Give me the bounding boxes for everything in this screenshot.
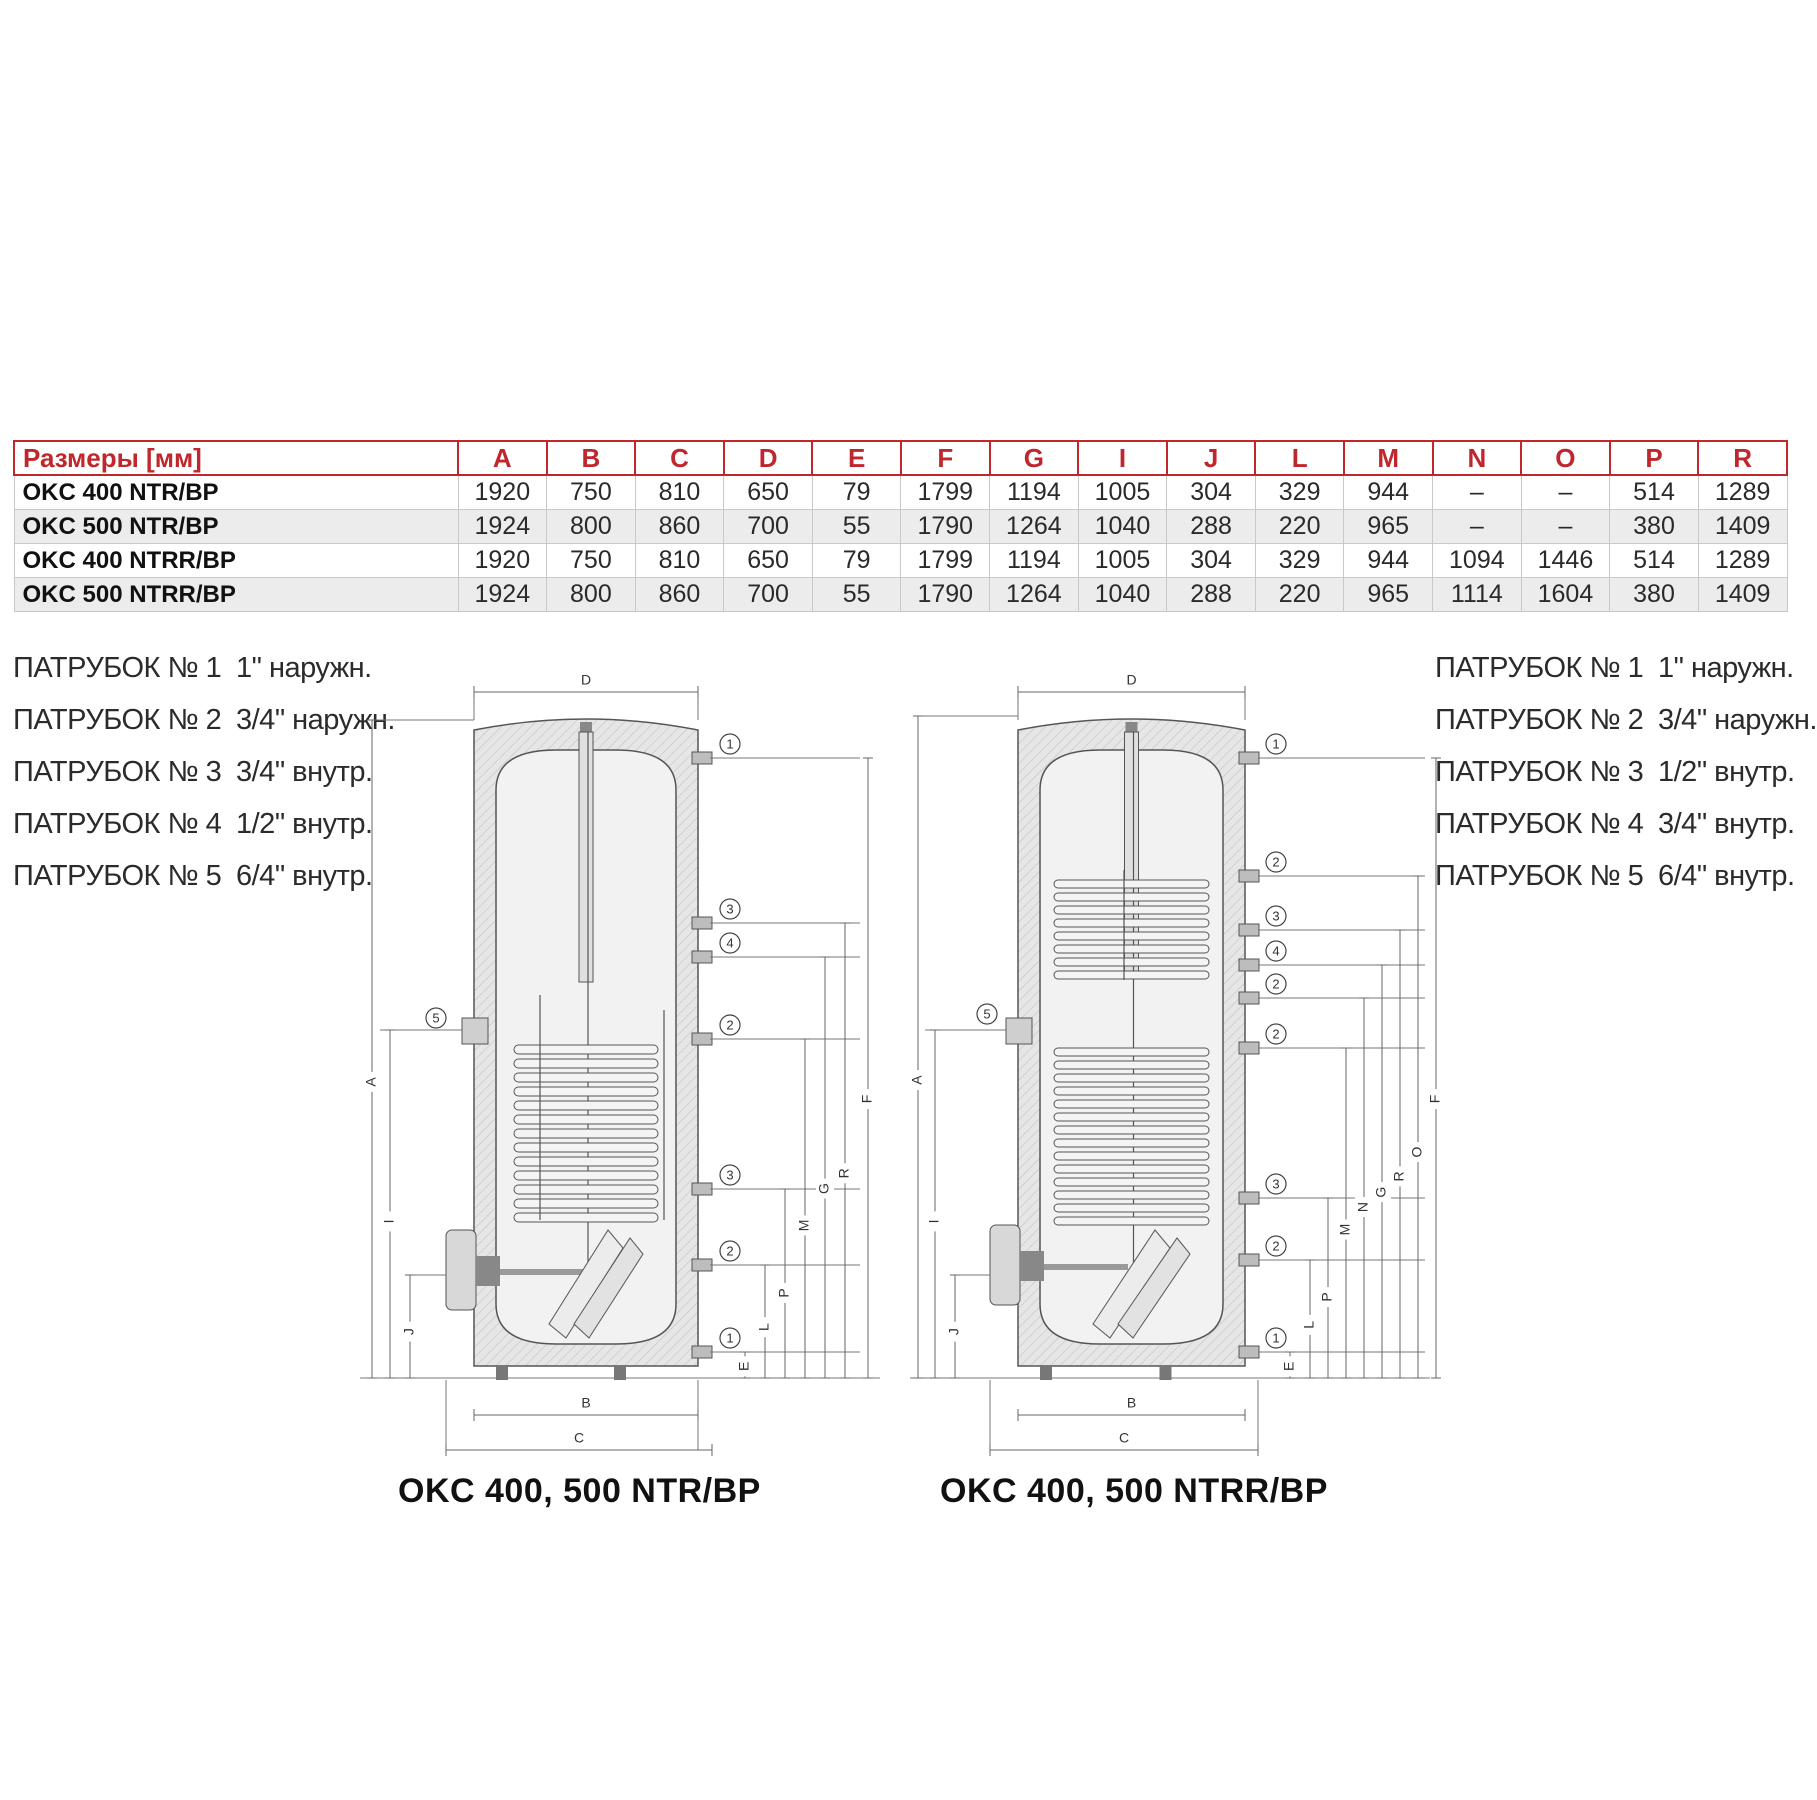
legend-size: 6/4" внутр. [1658,860,1795,892]
dimension-value-cell: 1040 [1078,510,1167,544]
heat-exchanger-coil-turn [514,1045,658,1054]
heat-exchanger-coil-turn [1054,971,1209,979]
heater-boss [476,1256,500,1286]
dim-label-m: M [1336,1223,1353,1236]
dimension-value-cell: – [1433,475,1522,510]
nozzle-stub [1239,1346,1259,1358]
heat-exchanger-coil-turn [1054,1087,1209,1095]
anode-cap [580,722,592,732]
model-name-cell: OKC 400 NTRR/BP [14,544,458,578]
dimension-value-cell: 288 [1167,510,1256,544]
legend-size: 1/2" внутр. [236,808,373,840]
heat-exchanger-coil-turn [514,1101,658,1110]
dimension-value-cell: 1790 [901,578,990,612]
table-header-cell: D [724,441,813,475]
nozzle-stub [1239,924,1259,936]
dimension-value-cell: 514 [1610,544,1699,578]
drawing-caption-ntrr: OKC 400, 500 NTRR/BP [940,1472,1328,1510]
nozzle-stub [692,1259,712,1271]
dimension-value-cell: 944 [1344,475,1433,510]
dimension-value-cell: 1924 [458,510,547,544]
dimension-value-cell: 750 [547,544,636,578]
anode-rod [579,732,593,982]
dimension-value-cell: 1799 [901,544,990,578]
dim-label-i: I [380,1219,397,1224]
dimension-value-cell: 1040 [1078,578,1167,612]
table-header-cell: A [458,441,547,475]
nozzle-stub [1239,870,1259,882]
nozzle-stub [1239,752,1259,764]
dimension-value-cell: 1005 [1078,544,1167,578]
dimension-value-cell: 1409 [1698,578,1787,612]
heat-exchanger-coil-turn [1054,1061,1209,1069]
nozzle-stub [692,752,712,764]
inspection-flange [990,1225,1020,1305]
nozzle-stub [1239,959,1259,971]
dimension-value-cell: 329 [1255,475,1344,510]
heat-exchanger-coil-turn [514,1059,658,1068]
heat-exchanger-coil-turn [1054,880,1209,888]
dim-label-p: P [1318,1292,1335,1302]
dim-label-o: O [1408,1146,1425,1158]
heat-exchanger-coil-turn [1054,1139,1209,1147]
model-name-cell: OKC 500 NTRR/BP [14,578,458,612]
heat-exchanger-coil-turn [514,1171,658,1180]
legend-label: ПАТРУБОК № 1 [13,652,222,684]
legend-size: 3/4" внутр. [236,756,373,788]
heat-exchanger-coil-turn [1054,1126,1209,1134]
legend-label: ПАТРУБОК № 2 [1435,704,1644,736]
dimension-value-cell: 965 [1344,578,1433,612]
table-header-cell: G [990,441,1079,475]
legend-label: ПАТРУБОК № 3 [1435,756,1644,788]
legend-label: ПАТРУБОК № 5 [13,860,222,892]
legend-size: 3/4" внутр. [1658,808,1795,840]
dim-label-f: F [858,1094,875,1104]
heat-exchanger-coil-turn [514,1143,658,1152]
dimension-value-cell: 650 [724,544,813,578]
dimension-value-cell: 1194 [990,475,1079,510]
dimension-value-cell: 1604 [1521,578,1610,612]
dimension-value-cell: 220 [1255,510,1344,544]
dimension-value-cell: 700 [724,578,813,612]
legend-size: 3/4" наружн. [236,704,395,736]
model-name-cell: OKC 400 NTR/BP [14,475,458,510]
nozzle-5-socket [1006,1018,1032,1044]
dim-label-r: R [1390,1171,1407,1182]
table-header-cell: F [901,441,990,475]
dim-label-b: B [1126,1394,1137,1411]
table-header-cell: C [635,441,724,475]
nozzle-number-marker: 5 [983,1006,991,1022]
dim-label-j: J [400,1328,417,1336]
table-header-cell: E [812,441,901,475]
nozzle-number-marker: 1 [1272,1330,1280,1346]
heat-exchanger-coil-turn [1054,932,1209,940]
dim-label-n: N [1354,1201,1371,1213]
heat-exchanger-coil-turn [1054,1191,1209,1199]
heat-exchanger-coil-turn [514,1157,658,1166]
dimension-value-cell: 304 [1167,544,1256,578]
dimension-value-cell: 220 [1255,578,1344,612]
heat-exchanger-coil-turn [1054,1113,1209,1121]
table-header-cell: M [1344,441,1433,475]
nozzle-stub [1239,1042,1259,1054]
dimension-value-cell: 944 [1344,544,1433,578]
dimension-value-cell: 1094 [1433,544,1522,578]
nozzle-number-marker: 3 [1272,908,1280,924]
dimension-value-cell: 1924 [458,578,547,612]
heat-exchanger-coil-turn [1054,1178,1209,1186]
dim-label-a: A [362,1077,379,1087]
table-header-cell: B [547,441,636,475]
table-header-cell: Размеры [мм] [14,441,458,475]
nozzle-stub [1239,992,1259,1004]
dimension-value-cell: 860 [635,510,724,544]
heat-exchanger-coil-turn [514,1129,658,1138]
heat-exchanger-coil-turn [1054,1204,1209,1212]
nozzle-number-marker: 5 [432,1010,440,1026]
dimension-value-cell: 1114 [1433,578,1522,612]
nozzle-stub [692,1033,712,1045]
heat-exchanger-coil-turn [514,1185,658,1194]
dim-label-p: P [775,1288,792,1298]
dim-label-l: L [1300,1321,1317,1329]
heat-exchanger-coil-turn [1054,919,1209,927]
table-header-cell: J [1167,441,1256,475]
dim-label-d: D [580,671,592,688]
dimension-value-cell: 1920 [458,475,547,510]
dim-label-i: I [925,1219,942,1224]
legend-size: 6/4" внутр. [236,860,373,892]
dimension-value-cell: 965 [1344,510,1433,544]
dimension-value-cell: 810 [635,475,724,510]
model-name-cell: OKC 500 NTR/BP [14,510,458,544]
table-header-cell: N [1433,441,1522,475]
table-header-cell: R [1698,441,1787,475]
heat-exchanger-coil-turn [1054,1152,1209,1160]
heater-boss [1020,1251,1044,1281]
dim-label-c: C [573,1429,585,1446]
dimension-value-cell: 1264 [990,578,1079,612]
nozzle-stub [1239,1192,1259,1204]
dim-label-g: G [815,1183,832,1194]
dimension-value-cell: 1005 [1078,475,1167,510]
dim-label-e: E [735,1361,752,1371]
dimension-value-cell: 55 [812,578,901,612]
nozzle-stub [692,1346,712,1358]
heat-exchanger-coil-turn [514,1087,658,1096]
dimension-value-cell: 380 [1610,578,1699,612]
dimension-value-cell: 1264 [990,510,1079,544]
dimension-value-cell: 1289 [1698,544,1787,578]
dim-label-r: R [835,1168,852,1179]
legend-label: ПАТРУБОК № 4 [13,808,222,840]
dim-label-l: L [755,1323,772,1332]
anode-cap [1126,722,1138,732]
nozzle-number-marker: 3 [726,1167,734,1183]
dimension-value-cell: 1409 [1698,510,1787,544]
nozzle-number-marker: 3 [726,901,734,917]
nozzle-number-marker: 1 [1272,736,1280,752]
dimension-value-cell: – [1521,510,1610,544]
dimension-value-cell: 288 [1167,578,1256,612]
dim-label-g: G [1372,1186,1389,1198]
legend-label: ПАТРУБОК № 4 [1435,808,1644,840]
nozzle-number-marker: 1 [726,736,734,752]
nozzle-5-socket [462,1018,488,1044]
drawing-caption-ntr: OKC 400, 500 NTR/BP [398,1472,761,1510]
heat-exchanger-coil-turn [1054,906,1209,914]
dimension-value-cell: 1799 [901,475,990,510]
heat-exchanger-coil-turn [1054,1217,1209,1225]
dim-label-j: J [945,1328,962,1336]
legend-size: 1/2" внутр. [1658,756,1795,788]
inspection-flange [446,1230,476,1310]
table-header-cell: P [1610,441,1699,475]
table-header-cell: I [1078,441,1167,475]
nozzle-number-marker: 2 [1272,854,1280,870]
heat-exchanger-coil-turn [514,1213,658,1222]
dim-label-m: M [795,1219,812,1232]
dim-label-c: C [1118,1429,1130,1446]
tank-drawing-ntrr [909,672,1445,1456]
nozzle-number-marker: 4 [1272,943,1280,959]
dimension-value-cell: 79 [812,544,901,578]
legend-label: ПАТРУБОК № 2 [13,704,222,736]
heat-exchanger-coil-turn [1054,1165,1209,1173]
dimension-value-cell: 1194 [990,544,1079,578]
heat-exchanger-coil-turn [514,1199,658,1208]
dim-label-e: E [1280,1361,1297,1371]
heat-exchanger-coil-turn [514,1073,658,1082]
dim-label-d: D [1126,671,1137,688]
nozzle-stub [1239,1254,1259,1266]
table-header-cell: O [1521,441,1610,475]
heat-exchanger-coil-turn [1054,893,1209,901]
dimension-value-cell: 650 [724,475,813,510]
nozzle-number-marker: 2 [1272,1238,1280,1254]
nozzle-stub [692,917,712,929]
heat-exchanger-coil-turn [1054,945,1209,953]
heat-exchanger-coil-turn [1054,958,1209,966]
dim-label-f: F [1426,1094,1443,1104]
nozzle-number-marker: 2 [726,1017,734,1033]
heat-exchanger-coil-turn [1054,1100,1209,1108]
tank-drawing-ntr [360,672,880,1456]
dimension-value-cell: 1289 [1698,475,1787,510]
dimension-value-cell: 800 [547,578,636,612]
heat-exchanger-coil-turn [514,1115,658,1124]
legend-size: 1" наружн. [1658,652,1794,684]
legend-label: ПАТРУБОК № 1 [1435,652,1644,684]
dimension-value-cell: 860 [635,578,724,612]
heat-exchanger-coil-turn [1054,1074,1209,1082]
nozzle-stub [692,1183,712,1195]
dimension-value-cell: 700 [724,510,813,544]
legend-label: ПАТРУБОК № 3 [13,756,222,788]
heat-exchanger-coil-turn [1054,1048,1209,1056]
nozzle-number-marker: 3 [1272,1176,1280,1192]
dimension-value-cell: 55 [812,510,901,544]
legend-size: 3/4" наружн. [1658,704,1817,736]
dimension-value-cell: 304 [1167,475,1256,510]
dimension-value-cell: 1446 [1521,544,1610,578]
nozzle-number-marker: 1 [726,1330,734,1346]
table-header-cell: L [1255,441,1344,475]
dimension-value-cell: 750 [547,475,636,510]
legend-size: 1" наружн. [236,652,372,684]
legend-label: ПАТРУБОК № 5 [1435,860,1644,892]
nozzle-number-marker: 2 [1272,976,1280,992]
dimension-value-cell: 380 [1610,510,1699,544]
nozzle-number-marker: 4 [726,935,734,951]
dimension-value-cell: 810 [635,544,724,578]
nozzle-stub [692,951,712,963]
nozzle-number-marker: 2 [726,1243,734,1259]
dimension-value-cell: 1920 [458,544,547,578]
dimension-value-cell: 329 [1255,544,1344,578]
dim-label-b: B [581,1394,591,1411]
dimension-value-cell: – [1433,510,1522,544]
dimension-value-cell: 514 [1610,475,1699,510]
dim-label-a: A [908,1075,925,1085]
dimension-value-cell: 79 [812,475,901,510]
dimension-value-cell: – [1521,475,1610,510]
dimension-value-cell: 800 [547,510,636,544]
dimension-value-cell: 1790 [901,510,990,544]
nozzle-number-marker: 2 [1272,1026,1280,1042]
